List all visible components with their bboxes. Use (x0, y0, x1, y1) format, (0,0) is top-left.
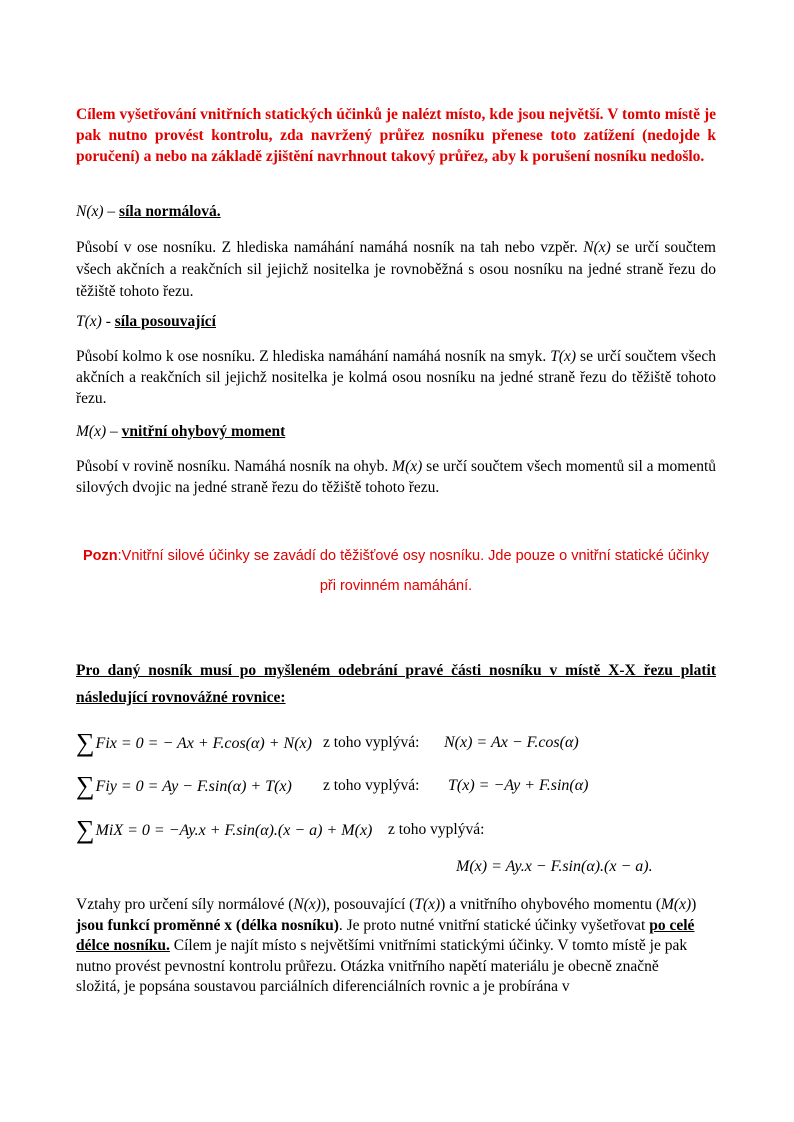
shear-force-heading: T(x) - síla posouvající (76, 313, 216, 330)
equation-2-rhs: T(x) = −Ay + F.sin(α) (448, 777, 589, 794)
equation-2-connector: z toho vyplývá: (323, 777, 420, 794)
shear-force-symbol: T(x) (76, 313, 102, 330)
conclusion-paragraph: Vztahy pro určení síly normálové (N(x)), posouvající (T(x)) a vnitřního ohybového momentu (M(x)) jsou funkcí proměnné x (délka nosníku). Je proto nutné vnitřní statické účinky vyšetřovat po celé délce nosníku. Cílem je najít místo s největšími vnitřními statickými účinky. V tomto místě je pak nutno provést pevnostní kontrolu průřezu. Otázka vnitřního napětí materiálu je obecně značně složitá, je popsána soustavou parciálních diferenciálních rovnic a je probírána v (76, 896, 697, 995)
equation-1-lhs: ∑Fix = 0 = − Ax + F.cos(α) + N(x) (76, 728, 312, 757)
intro-paragraph: Cílem vyšetřování vnitřních statických účinků je nalézt místo, kde jsou největší. V tomto místě je pak nutno provést kontrolu, zda navržený průřez nosníku přenese toto zatížení (nedojde k poručení) a nebo na základě zjištění navrhnout takový průřez, aby k porušení nosníku nedošlo. (76, 106, 716, 165)
equation-1-connector: z toho vyplývá: (323, 734, 420, 751)
normal-force-symbol: N(x) (76, 203, 104, 220)
conclusion-bold-1: jsou funkcí proměnné x (délka nosníku) (76, 916, 339, 934)
equation-3-connector: z toho vyplývá: (388, 821, 485, 838)
shear-force-paragraph: Působí kolmo k ose nosníku. Z hlediska namáhání namáhá nosník na smyk. T(x) se určí součtem všech akčních a reakčních sil jejichž nositelka je kolmá osou nosníku na jedné straně řezu do těžiště tohoto řezu. (76, 348, 716, 407)
conclusion-bold-2: po celé délce nosníku. (76, 916, 695, 954)
equation-3-rhs: M(x) = Ay.x − F.sin(α).(x − a). (456, 858, 653, 875)
equilibrium-heading: Pro daný nosník musí po myšleném odebrání pravé části nosníku v místě X-X řezu platit následující rovnovážné rovnice: (76, 662, 716, 706)
shear-force-title: síla posouvající (114, 313, 216, 330)
normal-force-paragraph: Působí v ose nosníku. Z hlediska namáhání namáhá nosník na tah nebo vzpěr. N(x) se určí součtem všech akčních a reakčních sil jejichž nositelka je rovnoběžná s osou nosníku na jedné straně řezu do těžiště tohoto řezu. (76, 239, 716, 300)
bending-moment-title: vnitřní ohybový moment (121, 423, 286, 440)
note-paragraph: Pozn:Vnitřní silové účinky se zavádí do těžišťové osy nosníku. Jde pouze o vnitřní statické účinky při rovinném namáhání. (82, 548, 709, 594)
bending-moment-paragraph: Působí v rovině nosníku. Namáhá nosník na ohyb. M(x) se určí součtem všech momentů sil a momentů silových dvojic na jedné straně řezu do těžiště tohoto řezu. (76, 458, 716, 496)
equation-2-lhs: ∑Fiy = 0 = Ay − F.sin(α) + T(x) (76, 771, 292, 800)
normal-force-title: síla normálová. (119, 203, 221, 220)
bending-moment-heading: M(x) – vnitřní ohybový moment (76, 423, 286, 440)
normal-force-heading: N(x) – síla normálová. (76, 203, 221, 220)
equation-3-lhs: ∑MiX = 0 = −Ay.x + F.sin(α).(x − a) + M(x) (76, 815, 373, 844)
bending-moment-symbol: M(x) (76, 423, 107, 440)
note-label: Pozn (82, 548, 118, 564)
equation-1-rhs: N(x) = Ax − F.cos(α) (444, 734, 579, 751)
